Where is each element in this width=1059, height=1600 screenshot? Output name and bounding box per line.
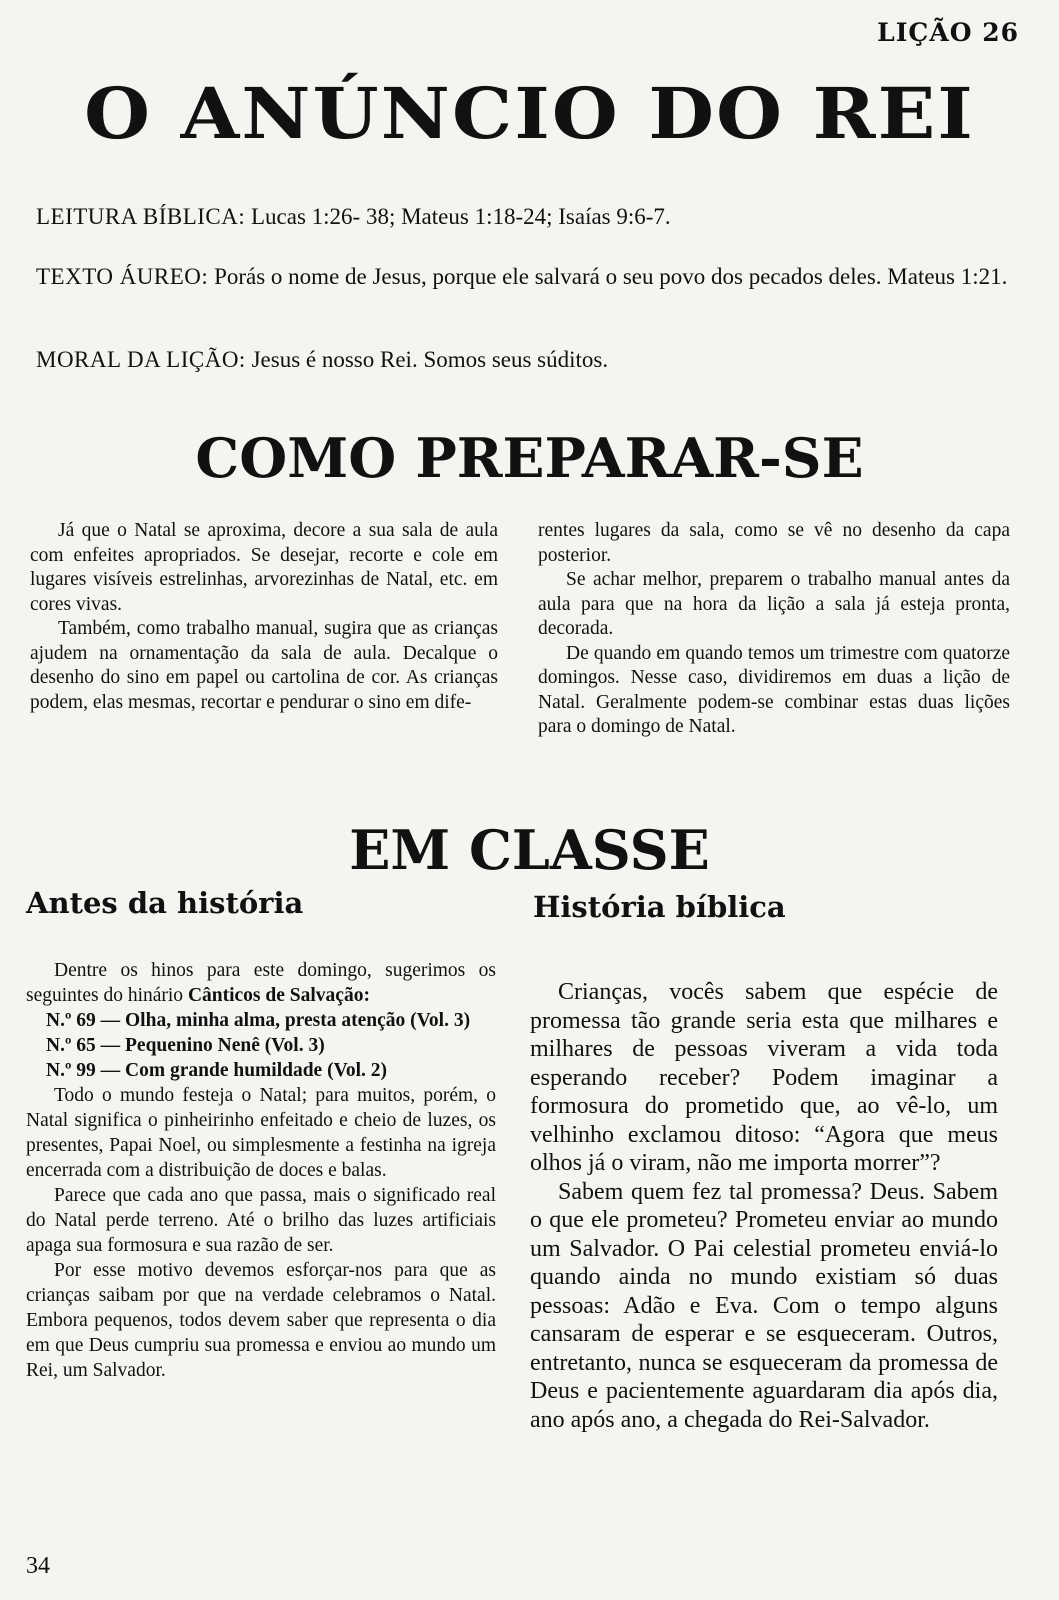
bible-reading-text: Lucas 1:26- 38; Mateus 1:18-24; Isaías 9:6-7. xyxy=(251,204,671,229)
subheading-before-story: Antes da história xyxy=(26,886,304,920)
lesson-moral-text: Jesus é nosso Rei. Somos seus súditos. xyxy=(251,347,609,372)
in-class-left-column xyxy=(26,958,496,1383)
golden-text-label: TEXTO ÁUREO: xyxy=(36,264,209,289)
prepare-left-column xyxy=(30,519,498,715)
hymn-intro-text: Dentre os hinos para este domingo, sugerimos os seguintes do hinário xyxy=(26,960,496,1006)
subheading-bible-story: História bíblica xyxy=(533,890,786,924)
section-title-in-class: EM CLASSE xyxy=(349,818,710,882)
hymn-line: N.º 69 — Olha, minha alma, presta atenção (Vol. 3) xyxy=(46,1010,471,1031)
paragraph: Crianças, vocês sabem que espécie de promessa tão grande seria esta que milhares e milhares de pessoas viveram a vida toda esperando receber? Podem imaginar a formosura do prometido que, ao vê-lo, um velhinho exclamou ditoso: “Agora que meus olhos já o viram, não me importa morrer”? xyxy=(530,979,998,1176)
paragraph: Sabem quem fez tal promessa? Deus. Sabem o que ele prometeu? Prometeu enviar ao mundo um Salvador. O Pai celestial prometeu enviá-lo quando ainda no mundo existiam só duas pessoas: Adão e Eva. Com o tempo alguns cansaram de esperar e se esqueceram. Outros, entretanto, nunca se esqueceram da promessa de Deus e pacientemente aguardaram dia após dia, ano após ano, a chegada do Rei-Salvador. xyxy=(530,1178,998,1433)
hymnal-name: Cânticos de Salvação: xyxy=(187,985,370,1006)
paragraph: Todo o mundo festeja o Natal; para muitos, porém, o Natal significa o pinheirinho enfeitado e cheio de luzes, os presentes, Papai Noel, ou simplesmente a festinha na igreja encerrada com a distribuição de doces e balas. xyxy=(26,1085,496,1181)
paragraph: Por esse motivo devemos esforçar-nos para que as crianças saibam por que na verdade celebramos o Natal. Embora pequenos, todos devem saber que representa o dia em que Deus cumpriu sua promessa e enviou ao mundo um Rei, um Salvador. xyxy=(26,1260,496,1381)
lesson-moral-label: MORAL DA LIÇÃO: xyxy=(36,347,246,372)
hymn-item xyxy=(26,1008,496,1033)
paragraph: Se achar melhor, preparem o trabalho manual antes da aula para que na hora da lição a sala já esteja pronta, decorada. xyxy=(538,569,1010,639)
lesson-moral xyxy=(36,345,1026,375)
paragraph: Parece que cada ano que passa, mais o significado real do Natal perde terreno. Até o brilho das luzes artificiais apaga sua formosura e sua razão de ser. xyxy=(26,1185,496,1256)
lesson-number: LIÇÃO 26 xyxy=(877,18,1019,47)
bible-reading-label: LEITURA BÍBLICA: xyxy=(36,204,246,229)
bible-story-column xyxy=(530,978,998,1434)
paragraph: rentes lugares da sala, como se vê no desenho da capa posterior. xyxy=(538,520,1010,566)
paragraph: Também, como trabalho manual, sugira que as crianças ajudem na ornamentação da sala de aula. Decalque o desenho do sino em papel ou cartolina de cor. As crianças podem, elas mesmas, recortar e pendurar o sino em dife- xyxy=(30,618,498,713)
paragraph: De quando em quando temos um trimestre com quatorze domingos. Nesse caso, dividiremos em duas a lição de Natal. Geralmente podem-se combinar estas duas lições para o domingo de Natal. xyxy=(538,642,1010,737)
golden-text-body: Porás o nome de Jesus, porque ele salvará o seu povo dos pecados deles. Mateus 1:21. xyxy=(214,264,1008,289)
hymn-line: N.º 99 — Com grande humildade (Vol. 2) xyxy=(46,1060,388,1081)
page-title: O ANÚNCIO DO REI xyxy=(84,72,975,155)
hymn-line: N.º 65 — Pequenino Nenê (Vol. 3) xyxy=(46,1035,325,1056)
golden-text xyxy=(36,262,1059,292)
hymn-item xyxy=(26,1058,496,1083)
page-number: 34 xyxy=(26,1553,50,1579)
prepare-right-column xyxy=(538,519,1010,740)
section-title-prepare: COMO PREPARAR-SE xyxy=(195,426,864,490)
hymn-intro xyxy=(26,958,496,1008)
bible-reading xyxy=(36,202,1026,232)
paragraph: Já que o Natal se aproxima, decore a sua sala de aula com enfeites apropriados. Se desejar, recorte e cole em lugares visíveis estrelinhas, arvorezinhas de Natal, etc. em cores vivas. xyxy=(30,520,498,615)
hymn-item xyxy=(26,1033,496,1058)
